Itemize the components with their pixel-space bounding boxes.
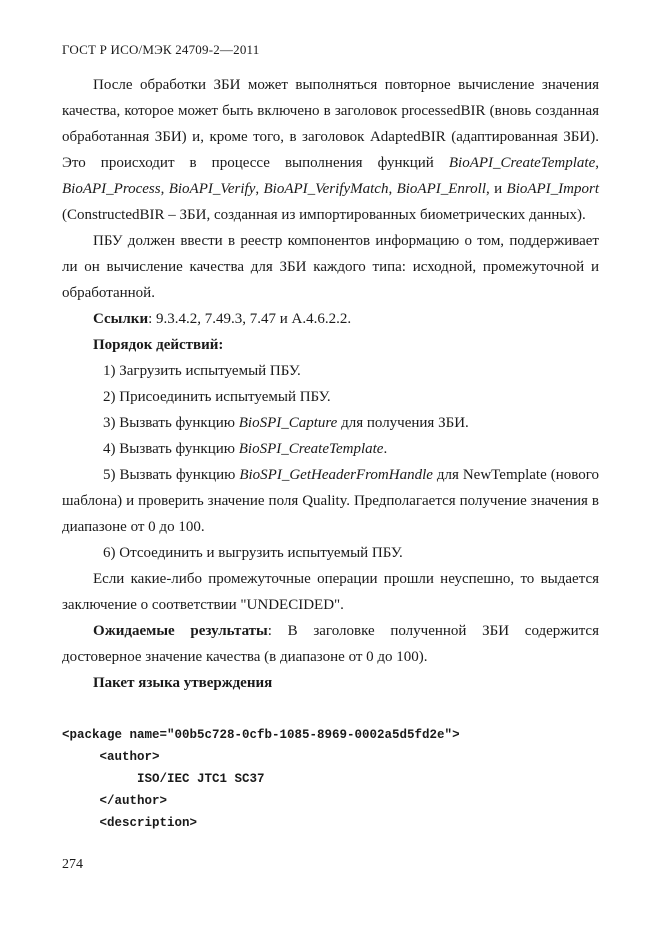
code-line: <author> <box>62 750 160 764</box>
references-text: : 9.3.4.2, 7.49.3, 7.47 и A.4.6.2.2. <box>148 311 352 327</box>
function-name: BioAPI_CreateTemplate <box>448 155 596 171</box>
separator: , <box>388 181 397 197</box>
separator: , <box>595 155 599 171</box>
assertion-package-label: Пакет языка утверждения <box>93 675 273 691</box>
expected-results-text: : В заголовке полученной ЗБИ содержится достоверное значение качества (в диапазоне от 0 до 100). <box>62 623 599 665</box>
references-label: Ссылки <box>93 311 149 327</box>
procedure-step-4 <box>62 436 599 462</box>
step-text: 4) Вызвать функцию <box>103 441 239 457</box>
function-name: BioSPI_GetHeaderFromHandle <box>239 467 433 483</box>
procedure-step-1: 1) Загрузить испытуемый ПБУ. <box>103 363 301 379</box>
page-number: 274 <box>62 857 83 872</box>
code-block <box>62 724 460 834</box>
step-text: 3) Вызвать функцию <box>103 415 239 431</box>
function-name: BioAPI_VerifyMatch <box>263 181 389 197</box>
function-name: BioSPI_CreateTemplate <box>238 441 384 457</box>
document-header: ГОСТ Р ИСО/МЭК 24709-2—2011 <box>62 42 260 57</box>
expected-results-label: Ожидаемые результаты <box>93 623 268 639</box>
expected-results <box>62 618 599 670</box>
step-text: для получения ЗБИ. <box>337 415 469 431</box>
step-text: . <box>383 441 388 457</box>
separator: , <box>255 181 264 197</box>
function-name: BioAPI_Import <box>506 181 600 197</box>
procedure-step-5 <box>62 462 599 540</box>
paragraph-text: (ConstructedBIR – ЗБИ, созданная из импортированных биометрических данных). <box>62 207 586 223</box>
step-text: 5) Вызвать функцию <box>103 467 240 483</box>
procedure-label: Порядок действий: <box>93 337 224 353</box>
paragraph-undecided: Если какие-либо промежуточные операции прошли неуспешно, то выдается заключение о соответствии "UNDECIDED". <box>62 571 599 613</box>
procedure-step-2: 2) Присоединить испытуемый ПБУ. <box>103 389 331 405</box>
code-line: </author> <box>62 794 168 808</box>
references <box>62 306 599 332</box>
document-body <box>62 72 599 696</box>
paragraph-registry: ПБУ должен ввести в реестр компонентов информацию о том, поддерживает ли он вычисление качества для ЗБИ каждого типа: исходной, промежуточной и обработанной. <box>62 233 599 301</box>
procedure-step-6: 6) Отсоединить и выгрузить испытуемый ПБУ. <box>103 545 403 561</box>
procedure-heading <box>62 332 599 358</box>
function-name: BioAPI_Process <box>62 181 161 197</box>
separator: , и <box>486 181 507 197</box>
function-name: BioAPI_Enroll <box>396 181 487 197</box>
separator: , <box>160 181 169 197</box>
assertion-package-heading <box>62 670 599 696</box>
function-name: BioAPI_Verify <box>168 181 256 197</box>
function-name: BioSPI_Capture <box>238 415 338 431</box>
code-line: <description> <box>62 816 198 830</box>
paragraph-quality-recalc <box>62 72 599 228</box>
step-text: для NewTemplate (нового шаблона) и проверить значение поля Quality. Предполагается получение значения в диапазоне от 0 до 100. <box>62 467 599 535</box>
paragraph-text: После обработки ЗБИ может выполняться повторное вычисление значения качества, которое может быть включено в заголовок processedBIR (вновь созданная обработанная ЗБИ) и, кроме того, в заголовок AdaptedBIR (адаптированная ЗБИ). Это происходит в процессе выполнения функций <box>62 77 599 171</box>
code-line: ISO/IEC JTC1 SC37 <box>62 772 265 786</box>
procedure-step-3 <box>62 410 599 436</box>
code-line: <package name="00b5c728-0cfb-1085-8969-0002a5d5fd2e"> <box>62 728 460 742</box>
